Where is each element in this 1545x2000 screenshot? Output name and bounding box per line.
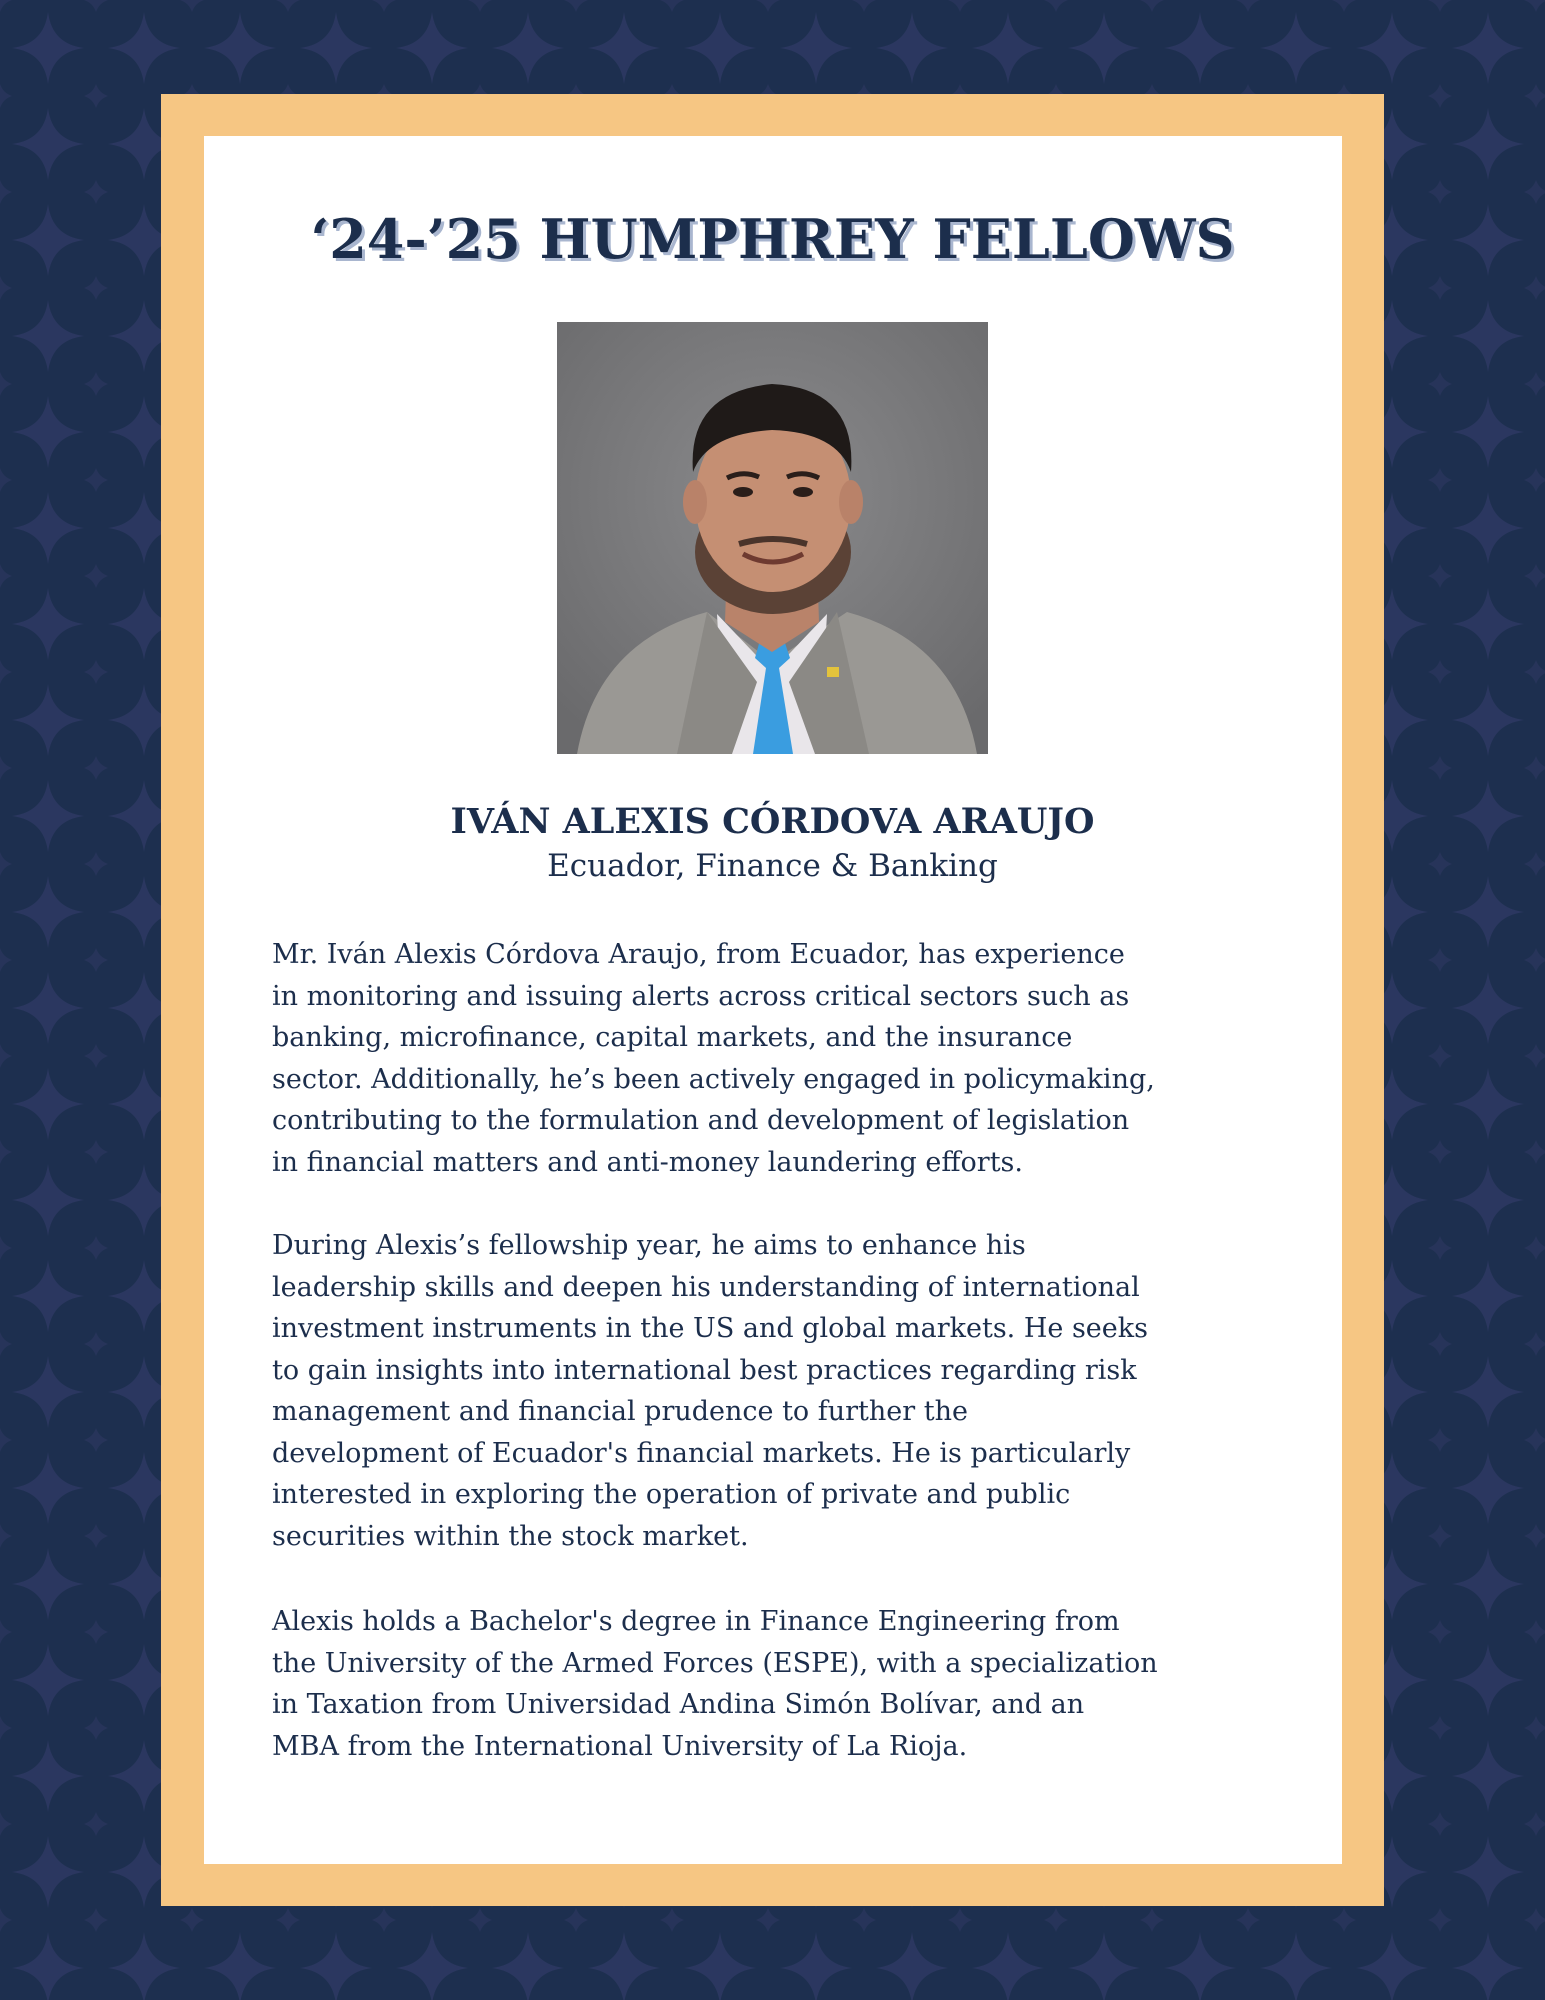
bio-paragraph-experience bbox=[272, 934, 1312, 1183]
bio-line: interested in exploring the operation of private and public bbox=[272, 1479, 1071, 1510]
bio-line: During Alexis’s fellowship year, he aims to enhance his bbox=[272, 1230, 1026, 1261]
fellow-country-field: Ecuador, Finance & Banking bbox=[547, 848, 998, 884]
bio-line: in financial matters and anti-money laundering efforts. bbox=[272, 1146, 1023, 1178]
page-title: ‘24-’25 HUMPHREY FELLOWS bbox=[310, 207, 1235, 271]
bio-line: banking, microfinance, capital markets, and the insurance bbox=[272, 1022, 1073, 1053]
bio-line: Mr. Iván Alexis Córdova Araujo, from Ecuador, has experience bbox=[272, 939, 1125, 970]
fellow-portrait bbox=[557, 322, 988, 754]
bio-line: contributing to the formulation and development of legislation bbox=[272, 1105, 1130, 1136]
bio-line: leadership skills and deepen his understanding of international bbox=[272, 1271, 1140, 1303]
bio-line: securities within the stock market. bbox=[272, 1520, 749, 1552]
bio-line: investment instruments in the US and global markets. He seeks bbox=[272, 1313, 1148, 1344]
bio-line: the University of the Armed Forces (ESPE), with a specialization bbox=[272, 1647, 1158, 1679]
bio-line: to gain insights into international best practices regarding risk bbox=[272, 1354, 1137, 1386]
bio-line: in monitoring and issuing alerts across critical sectors such as bbox=[272, 980, 1130, 1012]
bio-line: in Taxation from Universidad Andina Simón Bolívar, and an bbox=[272, 1689, 1085, 1720]
bio-paragraph-goals bbox=[272, 1225, 1312, 1557]
bio-line: MBA from the International University of La Rioja. bbox=[272, 1730, 968, 1762]
bio-paragraph-education bbox=[272, 1601, 1312, 1767]
bio-line: Alexis holds a Bachelor's degree in Finance Engineering from bbox=[272, 1606, 1120, 1637]
fellow-name: IVÁN ALEXIS CÓRDOVA ARAUJO bbox=[450, 801, 1095, 842]
bio-line: sector. Additionally, he’s been actively engaged in policymaking, bbox=[272, 1063, 1155, 1095]
bio-line: development of Ecuador's financial markets. He is particularly bbox=[272, 1437, 1131, 1469]
bio-line: management and financial prudence to further the bbox=[272, 1396, 968, 1427]
